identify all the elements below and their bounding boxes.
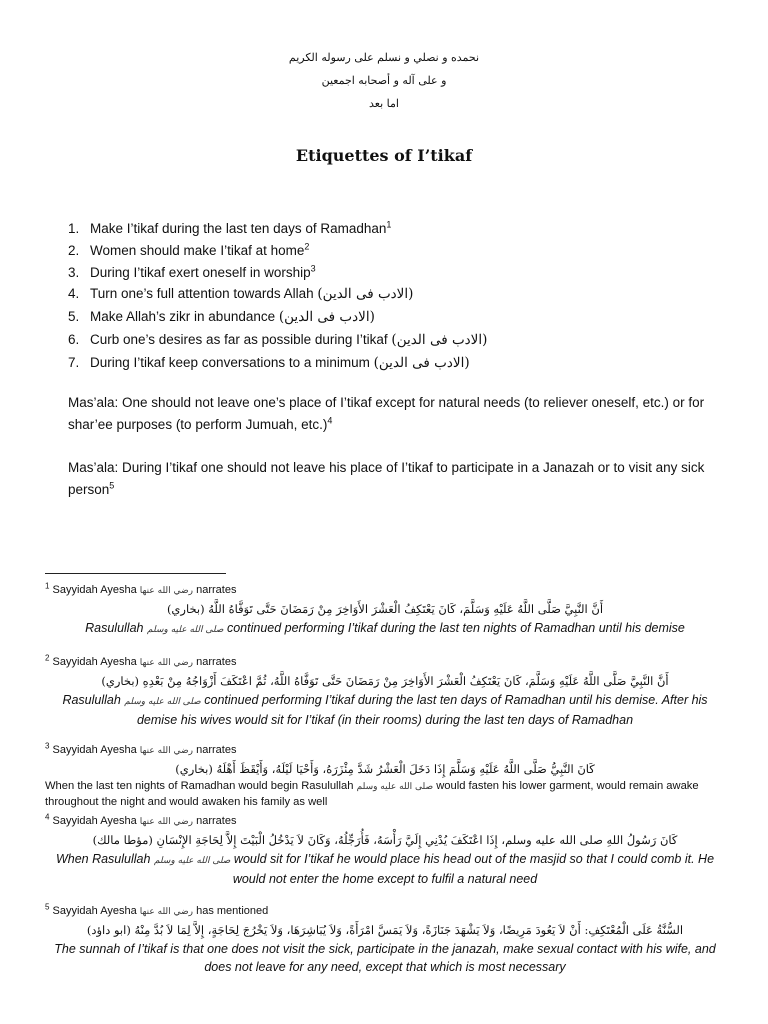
- hadith-arabic: أَنَّ النَّبِيَّ صَلَّى اللَّهُ عَلَيْهِ وَسَلَّمَ، كَانَ يَعْتَكِفُ الْعَشْرَ الأَوَاخِرَ مِنْ رَمَضَانَ حَتَّى تَوَفَّاهُ اللَّهُ (بخاري): [166, 602, 604, 616]
- honorific-glyph-icon: رضي الله عنها: [139, 817, 194, 827]
- list-item: 1. Make I’tikaf during the last ten days of Ramadhan$^1$: [68, 219, 392, 236]
- etiquettes-list: [68, 218, 487, 375]
- hadith-arabic: كَانَ النَّبِيُّ صَلَّى اللَّهُ عَلَيْهِ وَسَلَّمَ إِذَا دَخَلَ الْعَشْرُ شَدَّ مِئْزَرَهُ، وَأَحْيَا لَيْلَهُ، وَأَيْقَظَ أَهْلَهُ (بخاري): [175, 762, 595, 776]
- footnote-ref[interactable]: 5: [109, 480, 115, 490]
- footnote-ref[interactable]: 4: [327, 415, 333, 425]
- salutation-glyph-icon: صلى الله عليه وسلم: [356, 782, 434, 792]
- source-citation: (الادب فی الدين): [391, 331, 488, 348]
- source-citation: (الادب فی الدين): [373, 354, 470, 371]
- preamble-line-1: نحمده و نصلي و نسلم على رسوله الكريم: [288, 51, 480, 64]
- hadith-translation: Rasulullah صلى الله عليه وسلم continued performing I’tikaf during the last ten nights of Ramadhan until his demise: [45, 619, 725, 639]
- arabic-preamble: [0, 46, 768, 115]
- footnote-ref[interactable]: 3: [310, 263, 316, 274]
- footnote-ref[interactable]: 2: [304, 241, 310, 252]
- salutation-glyph-icon: صلى الله عليه وسلم: [153, 856, 231, 866]
- source-citation: (الادب فی الدين): [317, 286, 414, 303]
- hadith-arabic: السُّنَّةُ عَلَى الْمُعْتَكِفِ: أَنْ لاَ يَعُودَ مَرِيضًا، وَلاَ يَشْهَدَ جَنَازَةً، وَلاَ يَمَسَّ امْرَأَةً، وَلاَ يُبَاشِرَهَا، وَلاَ يَخْرُجَ لِحَاجَةٍ، إِلاَّ لِمَا لاَ بُدَّ مِنْهُ (ابو داؤد): [86, 923, 684, 937]
- masala-paragraph-1: Mas’ala: One should not leave one’s place of I’tikaf except for natural needs (to reliever oneself, etc.) or for shar’ee purposes (to perform Jumuah, etc.)$^4$: [68, 395, 705, 432]
- list-item: 7. During I’tikaf keep conversations to a minimum (الادب فی الدين): [68, 354, 470, 371]
- preamble-line-3: اما بعد: [369, 97, 399, 110]
- footnote-divider: [45, 573, 226, 574]
- page-title: Etiquettes of I’tikaf: [295, 146, 473, 165]
- masala-paragraph-2: Mas’ala: During I’tikaf one should not leave his place of I’tikaf to participate in a Janazah or to visit any sick person$^5$: [68, 460, 705, 497]
- footnote-heading: $^1$ Sayyidah Ayesha رضي الله عنها narrates: [45, 583, 725, 599]
- footnote-ref[interactable]: 1: [386, 219, 392, 230]
- hadith-translation: The sunnah of I’tikaf is that one does not visit the sick, participate in the janazah, make sexual contact with his wife, and does not leave for any need, except that which is most necessary: [54, 942, 716, 974]
- preamble-line-2: و على آله و أصحابه اجمعين: [321, 74, 447, 87]
- footnote-4: [45, 814, 725, 888]
- list-item: 5. Make Allah’s zikr in abundance (الادب فی الدين): [68, 309, 375, 326]
- footnote-heading: $^4$ Sayyidah Ayesha رضي الله عنها narrates: [45, 814, 725, 830]
- footnote-heading: $^5$ Sayyidah Ayesha رضي الله عنها has mentioned: [45, 904, 725, 920]
- honorific-glyph-icon: رضي الله عنها: [139, 746, 194, 756]
- footnote-heading: $^2$ Sayyidah Ayesha رضي الله عنها narrates: [45, 655, 725, 671]
- hadith-translation: Rasulullah صلى الله عليه وسلم continued performing I’tikaf during the last ten days of Ramadhan until his demise. After his demise his wives would sit for I’tikaf (in their rooms) during the last ten days of Ramadhan: [62, 693, 708, 727]
- list-item: 3. During I’tikaf exert oneself in worship$^3$: [68, 263, 316, 280]
- salutation-glyph-icon: صلى الله عليه وسلم: [146, 625, 224, 635]
- footnote-1: [45, 583, 725, 639]
- list-item: 4. Turn one’s full attention towards Allah (الادب فی الدين): [68, 286, 414, 303]
- honorific-glyph-icon: رضي الله عنها: [139, 907, 194, 917]
- hadith-arabic: أَنَّ النَّبِيَّ صَلَّى اللَّهُ عَلَيْهِ وَسَلَّمَ، كَانَ يَعْتَكِفُ الْعَشْرَ الأَوَاخِرَ مِنْ رَمَضَانَ حَتَّى تَوَفَّاهُ اللَّهُ، ثُمَّ اعْتَكَفَ أَزْوَاجُهُ مِنْ بَعْدِهِ (بخاري): [101, 674, 669, 688]
- hadith-translation: When Rasulullah صلى الله عليه وسلم would sit for I’tikaf he would place his head out of the masjid so that I could comb it. He would not enter the home except to fulfil a natural need: [55, 852, 715, 886]
- footnote-5: [45, 904, 725, 976]
- hadith-translation: When the last ten nights of Ramadhan would begin Rasulullah صلى الله عليه وسلم would fasten his lower garment, would remain awake throughout the night and would awaken his family as well: [45, 780, 699, 808]
- footnote-2: [45, 655, 725, 729]
- salutation-glyph-icon: صلى الله عليه وسلم: [124, 697, 201, 707]
- hadith-arabic: كَانَ رَسُولُ اللهِ صلى الله عليه وسلم، إِذَا اعْتَكَفَ يُدْنِي إِلَيَّ رَأْسَهُ، فَأُرَجِّلُهُ، وَكَانَ لاَ يَدْخُلُ الْبَيْتَ إِلاَّ لِحَاجَةِ الإِنْسَانِ (مؤطا مالك): [92, 833, 678, 847]
- source-citation: (الادب فی الدين): [278, 309, 375, 326]
- honorific-glyph-icon: رضي الله عنها: [139, 658, 194, 668]
- honorific-glyph-icon: رضي الله عنها: [139, 586, 194, 596]
- footnote-3: [45, 743, 725, 810]
- list-item: 2. Women should make I’tikaf at home$^2$: [68, 241, 310, 258]
- list-item: 6. Curb one’s desires as far as possible during I’tikaf (الادب فی الدين): [68, 331, 488, 348]
- footnote-heading: $^3$ Sayyidah Ayesha رضي الله عنها narrates: [45, 743, 725, 759]
